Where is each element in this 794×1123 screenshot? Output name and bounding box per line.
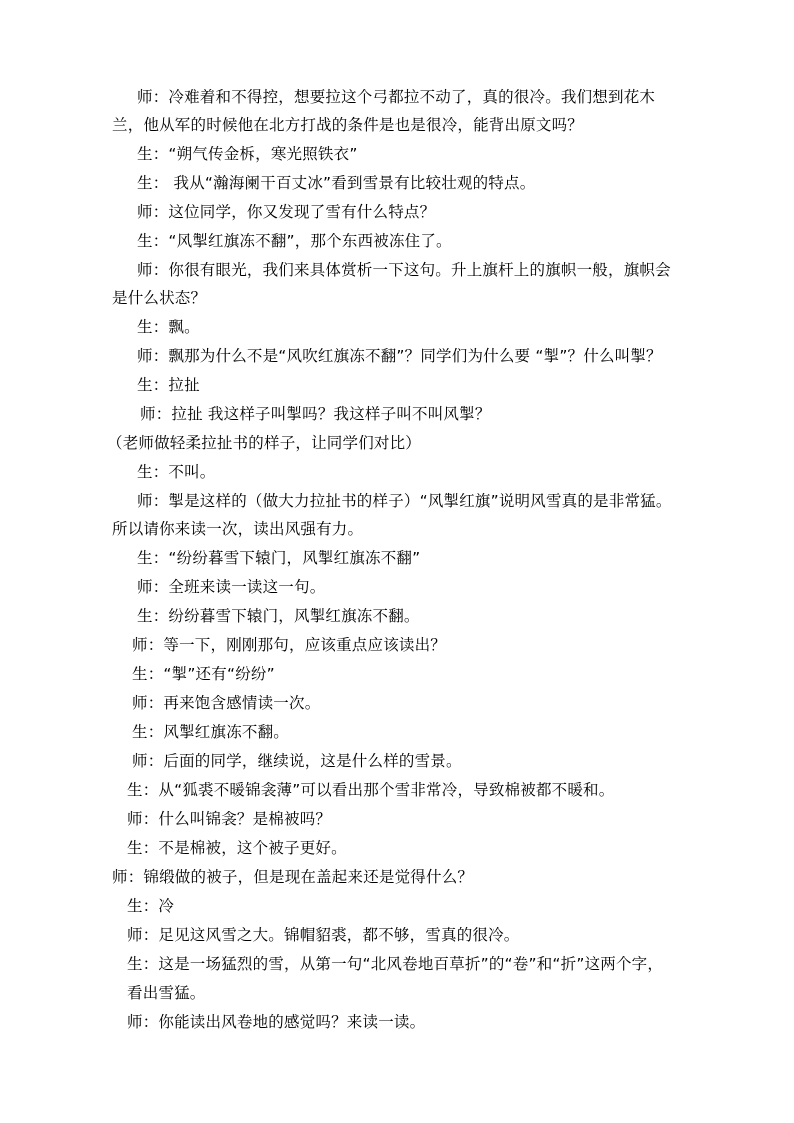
text-line: 师：什么叫锦衾？是棉被吗？ bbox=[127, 810, 332, 828]
text-line: 生：冷 bbox=[127, 897, 175, 915]
text-line: 师：你很有眼光，我们来具体赏析一下这句。升上旗杆上的旗帜一般，旗帜会 bbox=[137, 261, 671, 279]
text-line: 师：等一下，刚刚那句，应该重点应该读出？ bbox=[132, 636, 447, 654]
text-line: 生：不是棉被，这个被子更好。 bbox=[127, 839, 347, 857]
text-line: 师：锦缎做的被子，但是现在盖起来还是觉得什么？ bbox=[112, 868, 474, 886]
text-line: 生：“掣”还有“纷纷” bbox=[132, 665, 275, 683]
text-line: 师：再来饱含感情读一次。 bbox=[132, 694, 321, 712]
text-line: 师：全班来读一读这一句。 bbox=[137, 578, 326, 596]
text-line: 生：“朔气传金柝，寒光照铁衣” bbox=[137, 145, 358, 163]
text-line: 生：“风掣红旗冻不翻”，那个东西被冻住了。 bbox=[137, 232, 452, 250]
text-line: 兰，他从军的时候他在北方打战的条件是也是很冷，能背出原文吗？ bbox=[112, 116, 584, 134]
text-line: 师：足见这风雪之大。锦帽貂裘，都不够，雪真的很冷。 bbox=[127, 926, 520, 944]
text-line: 是什么状态？ bbox=[112, 289, 207, 307]
text-line: 生： 我从“瀚海阑干百丈冰”看到雪景有比较壮观的特点。 bbox=[137, 174, 536, 192]
text-line: 生：不叫。 bbox=[137, 463, 216, 481]
text-line: 生：纷纷暮雪下辕门，风掣红旗冻不翻。 bbox=[137, 607, 420, 625]
text-line: 师：拉扯 我这样子叫掣吗？我这样子叫不叫风掣？ bbox=[140, 405, 491, 423]
text-line: 师：后面的同学，继续说，这是什么样的雪景。 bbox=[132, 752, 462, 770]
text-line: 师：掣是这样的（做大力拉扯书的样子）“风掣红旗”说明风雪真的是非常猛。 bbox=[137, 492, 672, 510]
text-line: （老师做轻柔拉扯书的样子，让同学们对比） bbox=[107, 434, 422, 452]
text-line: 师：飘那为什么不是“风吹红旗冻不翻”？同学们为什么要 “掣”？什么叫掣？ bbox=[137, 347, 662, 365]
text-line: 生：风掣红旗冻不翻。 bbox=[132, 723, 290, 741]
text-line: 看出雪猛。 bbox=[127, 984, 206, 1002]
text-line: 生：拉扯 bbox=[137, 376, 200, 394]
text-line: 生：“纷纷暮雪下辕门，风掣红旗冻不翻” bbox=[137, 549, 421, 567]
text-line: 师：你能读出风卷地的感觉吗？来读一读。 bbox=[127, 1013, 426, 1031]
text-line: 生：飘。 bbox=[137, 318, 200, 336]
text-line: 师：冷难着和不得控，想要拉这个弓都拉不动了，真的很冷。我们想到花木 bbox=[137, 88, 656, 106]
text-line: 师：这位同学，你又发现了雪有什么特点？ bbox=[137, 203, 436, 221]
text-line: 生：这是一场猛烈的雪，从第一句“北风卷地百草折”的“卷”和“折”这两个字， bbox=[127, 955, 664, 973]
text-line: 生：从“狐裘不暖锦衾薄”可以看出那个雪非常冷，导致棉被都不暖和。 bbox=[127, 781, 615, 799]
text-line: 所以请你来读一次，读出风强有力。 bbox=[112, 520, 364, 538]
